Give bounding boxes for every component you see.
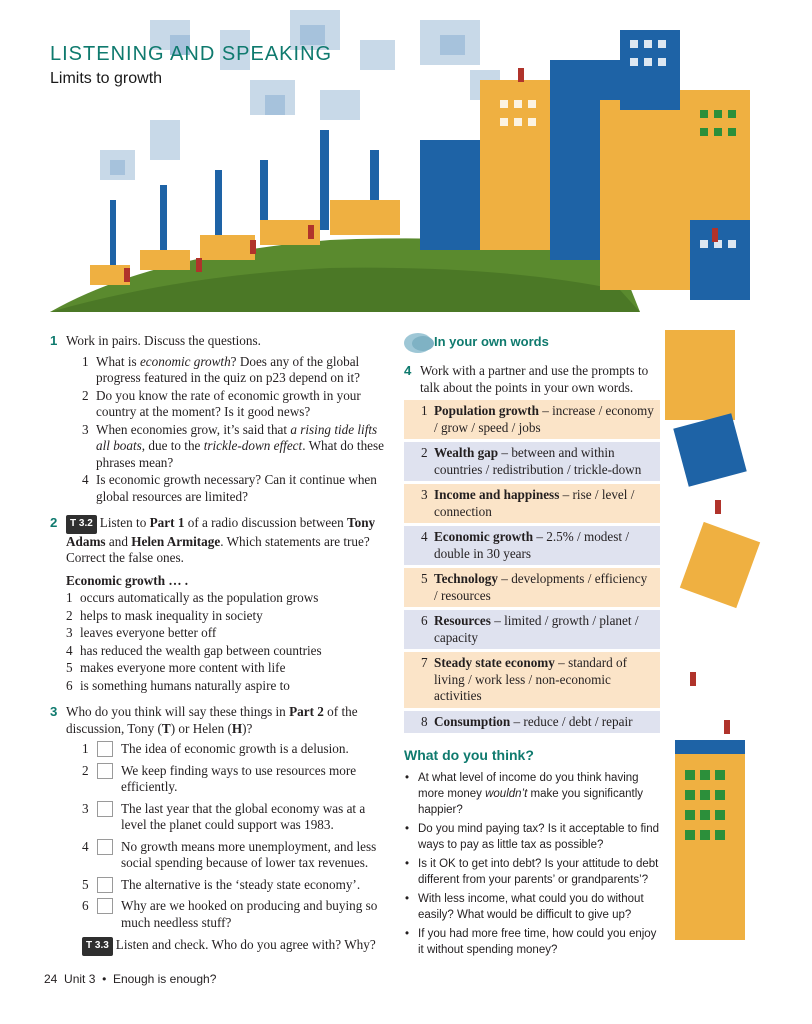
item-text-italic: economic growth bbox=[139, 353, 231, 369]
item-text: . What do these phrases mean? bbox=[96, 438, 385, 470]
item-number: 6 bbox=[66, 677, 73, 693]
item-text: has reduced the wealth gap between countries bbox=[80, 642, 322, 658]
prompt-words: – rise / level / connection bbox=[434, 487, 635, 519]
list-item bbox=[404, 891, 660, 923]
item-number: 8 bbox=[421, 713, 428, 729]
prompt-item bbox=[404, 610, 660, 649]
list-item bbox=[404, 926, 660, 958]
item-number: 5 bbox=[421, 571, 428, 586]
item-text: No growth means more unemployment, and less social spending because of lower tax revenues. bbox=[121, 838, 377, 870]
bullet-text-italic: wouldn’t bbox=[485, 787, 528, 800]
exercise-1 bbox=[50, 333, 390, 505]
item-text: The last year that the global economy was at a level the planet could support was 1983. bbox=[121, 800, 366, 832]
exercise-text-bold: Part 2 bbox=[289, 704, 324, 719]
prompt-topic: Consumption bbox=[434, 713, 511, 729]
item-number: 3 bbox=[82, 800, 89, 816]
answer-row bbox=[66, 877, 390, 894]
item-number: 4 bbox=[82, 472, 89, 487]
exercise-instruction: Work in pairs. Discuss the questions. bbox=[66, 333, 261, 348]
bullet-text: Is it OK to get into debt? Is your attitude to debt different from your parents’ or grandparents’? bbox=[418, 857, 659, 886]
prompt-words: – 2.5% / modest / double in 30 years bbox=[434, 529, 630, 561]
prompt-words: – increase / economy / grow / speed / jobs bbox=[434, 403, 654, 435]
item-text: What is bbox=[96, 353, 140, 369]
prompt-words: – standard of living / work less / non-economic activities bbox=[434, 655, 628, 703]
exercise-text: of the discussion, Tony ( bbox=[66, 704, 358, 736]
answer-row bbox=[66, 898, 390, 931]
prompt-topic: Wealth gap bbox=[434, 445, 499, 460]
list-item bbox=[404, 770, 660, 818]
bullet-text: If you had more free time, how could you enjoy it without spending money? bbox=[418, 927, 657, 956]
prompt-words: – reduce / debt / repair bbox=[510, 713, 633, 729]
item-number: 1 bbox=[82, 741, 89, 756]
left-column bbox=[50, 333, 390, 966]
answer-row bbox=[66, 763, 390, 796]
answer-row bbox=[66, 741, 390, 758]
list-item bbox=[66, 590, 390, 607]
answer-row bbox=[66, 839, 390, 872]
question-list bbox=[66, 354, 390, 506]
prompt-topic: Resources bbox=[434, 613, 491, 628]
prompt-words: – between and within countries / redistribution / trickle-down bbox=[434, 445, 642, 477]
answer-box[interactable] bbox=[97, 763, 113, 779]
list-item bbox=[66, 354, 390, 387]
list-item bbox=[66, 625, 390, 642]
item-number: 2 bbox=[82, 387, 89, 403]
item-text: Why are we hooked on producing and buying so much needless stuff? bbox=[121, 898, 378, 930]
list-item bbox=[66, 608, 390, 625]
item-number: 2 bbox=[421, 445, 428, 460]
item-text: When economies grow, it’s said that bbox=[96, 421, 291, 437]
item-number: 4 bbox=[82, 838, 89, 854]
footer-separator: • bbox=[102, 972, 107, 986]
exercise-number: 4 bbox=[404, 363, 412, 378]
item-number: 6 bbox=[421, 613, 428, 628]
item-number: 3 bbox=[66, 625, 73, 640]
item-number: 2 bbox=[82, 762, 89, 778]
item-number: 1 bbox=[66, 590, 73, 605]
item-number: 3 bbox=[82, 421, 89, 437]
answer-box[interactable] bbox=[97, 741, 113, 757]
prompt-topic: Steady state economy bbox=[434, 655, 555, 670]
page-footer bbox=[44, 972, 216, 986]
item-text: Do you know the rate of economic growth in your country at the moment? Is it good news? bbox=[96, 387, 361, 419]
prompt-item bbox=[404, 526, 660, 565]
in-your-own-words-header bbox=[404, 333, 660, 357]
answer-box[interactable] bbox=[97, 801, 113, 817]
speaker-name: Tony Adams bbox=[66, 515, 376, 549]
exercise-text: Listen and check. Who do you agree with? Why? bbox=[115, 937, 376, 952]
in-your-own-words-title: In your own words bbox=[434, 334, 549, 349]
exercise-2 bbox=[50, 515, 390, 694]
item-number: 5 bbox=[82, 876, 89, 892]
exercise-number: 2 bbox=[50, 515, 58, 530]
prompt-item bbox=[404, 568, 660, 607]
item-text: helps to mask inequality in society bbox=[80, 607, 263, 623]
item-text: We keep finding ways to use resources more efficiently. bbox=[121, 762, 357, 794]
audio-track-tag[interactable]: T 3.3 bbox=[82, 937, 113, 956]
item-number: 1 bbox=[421, 403, 428, 418]
exercise-text: ) or Helen ( bbox=[170, 720, 232, 736]
prompt-topic: Economic growth bbox=[434, 529, 534, 544]
item-text: occurs automatically as the population grows bbox=[80, 590, 319, 605]
item-number: 5 bbox=[66, 660, 73, 675]
section-subtitle: Limits to growth bbox=[50, 70, 163, 87]
answer-box[interactable] bbox=[97, 898, 113, 914]
answer-list bbox=[66, 741, 390, 931]
exercise-number: 1 bbox=[50, 333, 58, 348]
prompt-topic: Income and happiness bbox=[434, 487, 560, 502]
unit-label: Unit 3 bbox=[64, 972, 96, 986]
answer-box[interactable] bbox=[97, 839, 113, 855]
item-text-italic: a rising tide lifts all boats bbox=[96, 421, 378, 453]
exercise-4 bbox=[404, 363, 660, 396]
item-text: makes everyone more content with life bbox=[80, 660, 286, 675]
exercise-number: 3 bbox=[50, 704, 58, 719]
prompt-topic: Population growth bbox=[434, 403, 539, 418]
list-item bbox=[66, 388, 390, 421]
exercise-text: and bbox=[105, 533, 132, 549]
exercise-text: )? bbox=[242, 720, 253, 736]
audio-track-tag[interactable]: T 3.2 bbox=[66, 515, 97, 534]
answer-box[interactable] bbox=[97, 877, 113, 893]
list-item bbox=[66, 678, 390, 695]
item-number: 4 bbox=[421, 529, 428, 544]
exercise-text-bold: Part 1 bbox=[149, 515, 185, 530]
exercise-text: . Which statements are true? Correct the false ones. bbox=[66, 533, 370, 565]
statements-heading: Economic growth … . bbox=[66, 572, 189, 588]
item-text: , due to the bbox=[141, 438, 204, 453]
exercise-text-bold: H bbox=[231, 720, 243, 736]
page-number: 24 bbox=[44, 972, 58, 986]
item-number: 1 bbox=[82, 353, 89, 369]
item-number: 7 bbox=[421, 655, 428, 670]
bullet-text: At what level of income do you think having more money bbox=[418, 771, 639, 800]
bullet-text: make you significantly happier? bbox=[418, 787, 644, 816]
prompt-topic: Technology bbox=[434, 571, 498, 586]
prompt-item bbox=[404, 400, 660, 439]
list-item bbox=[404, 856, 660, 888]
exercise-text: Who do you think will say these things in bbox=[66, 704, 290, 719]
section-label: LISTENING AND SPEAKING bbox=[50, 43, 333, 65]
item-number: 3 bbox=[421, 487, 428, 502]
exercise-text: Listen to bbox=[99, 515, 150, 530]
item-text-italic: trickle-down effect bbox=[203, 438, 303, 453]
item-text: The idea of economic growth is a delusion. bbox=[121, 741, 349, 756]
exercise-3 bbox=[50, 704, 390, 956]
statement-list bbox=[66, 590, 390, 694]
list-item bbox=[66, 422, 390, 472]
prompt-words: – limited / growth / planet / capacity bbox=[434, 613, 639, 645]
prompt-item bbox=[404, 711, 660, 734]
exercise-instruction: Work with a partner and use the prompts to talk about the points in your own words. bbox=[420, 363, 649, 395]
item-number: 4 bbox=[66, 642, 73, 658]
item-text: is something humans naturally aspire to bbox=[80, 677, 290, 693]
answer-row bbox=[66, 801, 390, 834]
item-number: 2 bbox=[66, 607, 73, 623]
prompt-words: – developments / efficiency / resources bbox=[434, 571, 648, 603]
list-item bbox=[66, 472, 390, 505]
list-item bbox=[404, 821, 660, 853]
item-number: 6 bbox=[82, 898, 89, 913]
prompt-item bbox=[404, 484, 660, 523]
what-do-you-think-title: What do you think? bbox=[404, 747, 534, 763]
prompt-item bbox=[404, 442, 660, 481]
item-text: Is economic growth necessary? Can it continue when global resources are limited? bbox=[96, 472, 377, 504]
discussion-bullets bbox=[404, 770, 660, 958]
item-text: ? Does any of the global progress featured in the quiz on p23 depend on it? bbox=[96, 353, 361, 385]
unit-title: Enough is enough? bbox=[112, 972, 217, 986]
exercise-text-bold: T bbox=[161, 720, 171, 736]
exercise-text: of a radio discussion between bbox=[184, 515, 348, 530]
right-column bbox=[404, 333, 660, 961]
speech-bubble-icon bbox=[412, 336, 434, 351]
bullet-text: Do you mind paying tax? Is it acceptable to find ways to pay as little tax as possible? bbox=[418, 822, 660, 851]
listen-check-line bbox=[66, 937, 390, 956]
list-item bbox=[66, 660, 390, 677]
bullet-text: With less income, what could you do without easily? What would be difficult to give up? bbox=[418, 892, 644, 921]
prompt-list bbox=[404, 400, 660, 733]
item-text: The alternative is the ‘steady state economy’. bbox=[121, 876, 361, 892]
list-item bbox=[66, 643, 390, 660]
prompt-item bbox=[404, 652, 660, 708]
item-text: leaves everyone better off bbox=[80, 625, 217, 640]
speaker-name: Helen Armitage bbox=[131, 533, 221, 549]
